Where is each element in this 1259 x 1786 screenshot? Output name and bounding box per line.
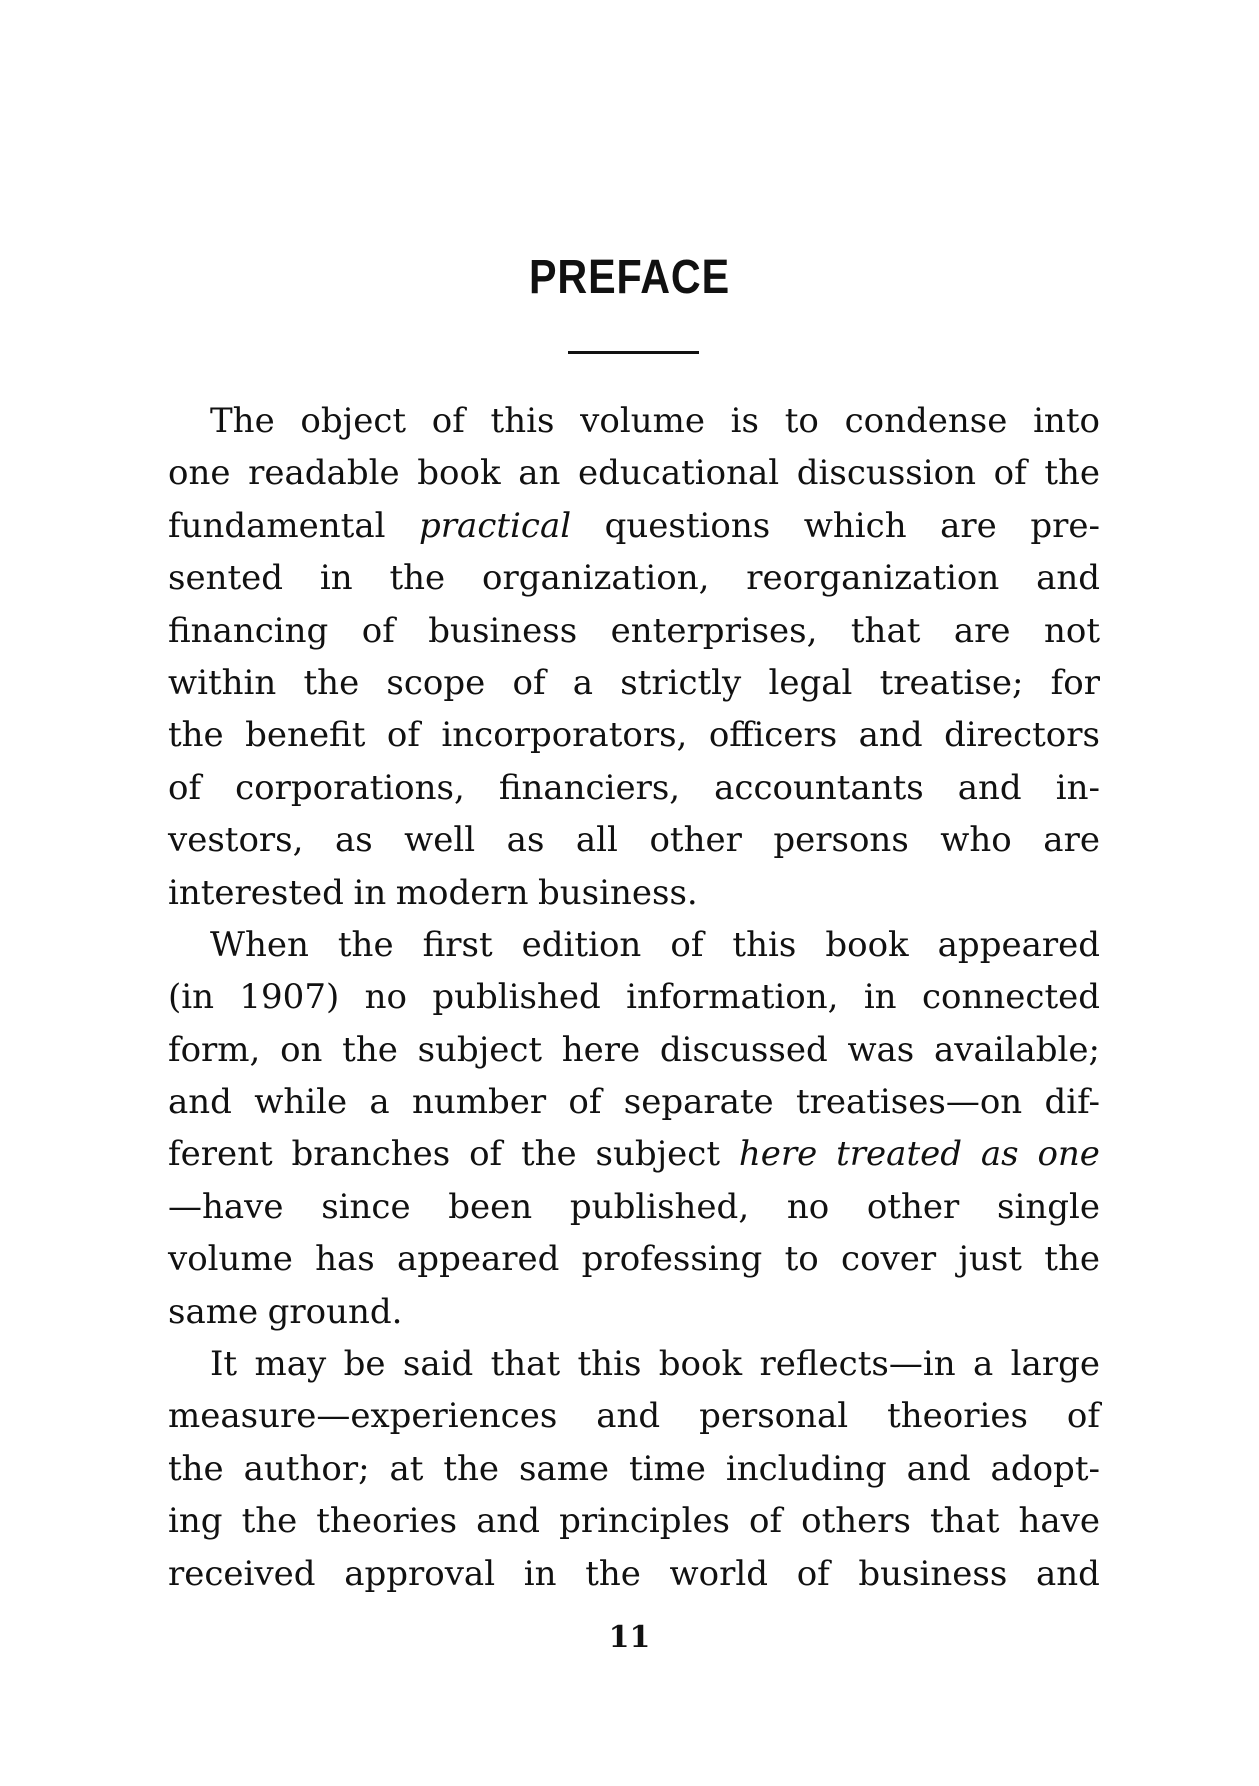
word: author; [243,1448,370,1489]
word: which [803,505,907,546]
text-line [168,867,1100,919]
word: as [980,1134,1019,1175]
word: educational [578,453,780,494]
text-line [168,919,1100,971]
word: scope [386,662,486,703]
word: personal [699,1396,849,1437]
word: and [858,715,923,756]
word: the [1044,1239,1100,1280]
word: in [353,872,387,913]
word: is [730,401,759,441]
word: subject [595,1134,721,1175]
page-number: 11 [608,1620,651,1655]
word: has [315,1239,375,1280]
word: first [422,924,493,965]
word: directors [944,715,1100,756]
word: When [210,924,309,965]
word: at [389,1448,424,1489]
word: condense [844,401,1008,441]
word: financing [168,610,329,651]
word: including [725,1448,887,1489]
word: world [669,1553,769,1594]
word: separate [623,1082,774,1123]
word: as [506,820,545,861]
word: and [1036,1553,1100,1594]
word: fundamental [168,505,386,546]
word: of [670,924,704,965]
word: discussed [659,1029,828,1070]
word: measure—experiences [168,1396,558,1437]
word: all [575,820,618,861]
word: incorporators, [441,715,688,756]
text-line [168,1024,1100,1076]
word: and [906,1448,971,1489]
word: a [572,662,594,703]
word: while [254,1082,348,1123]
word: same [168,1291,259,1332]
word: a [369,1082,390,1123]
word: in- [1055,767,1100,808]
word: other [866,1186,960,1227]
page-title: PREFACE [529,251,730,304]
text-line [168,447,1100,499]
text-line [168,1076,1100,1128]
word: adopt- [990,1448,1100,1489]
word: pre- [1030,505,1100,546]
word: one [1037,1134,1100,1175]
word: modern [395,872,529,913]
word: volume [580,401,705,441]
word: persons [773,820,909,861]
word: just [958,1239,1022,1280]
word: benefit [245,715,366,756]
text-line [168,1128,1100,1180]
word: book [825,924,909,965]
word: this [577,1344,642,1385]
text-line [168,1338,1100,1390]
word: accountants [714,767,924,808]
word: a [973,1344,994,1385]
text-line [168,605,1100,657]
word: received [168,1553,316,1594]
word: large [1010,1344,1100,1385]
word: 1907) [239,977,340,1018]
word: of [796,1553,830,1594]
word: who [940,820,1012,861]
text-line [168,500,1100,552]
text-line [168,1286,1100,1338]
word: strictly [620,662,742,703]
word: the [342,1029,398,1070]
word: the [168,715,224,756]
word: for [1050,662,1100,703]
title-rule [568,351,699,354]
word: treatises—on [795,1082,1023,1123]
word: are [953,610,1011,651]
word: readable [248,453,400,494]
word: of [568,1082,602,1123]
word: the [585,1553,641,1594]
word: this [490,401,555,441]
word: business [858,1553,1008,1594]
word: that [490,1344,561,1385]
word: into [1033,401,1100,441]
word: that [929,1501,1000,1542]
word: professing [581,1239,763,1280]
word: this [732,924,797,965]
word: business. [538,872,698,913]
word: appeared [397,1239,560,1280]
word: approval [344,1553,496,1594]
word: It [210,1344,238,1385]
word: of [168,767,202,808]
word: ferent [168,1134,273,1175]
word: the [337,924,394,965]
word: be [343,1344,386,1385]
word: branches [291,1134,451,1175]
word: in [863,977,897,1018]
word: that [850,610,921,651]
word: book [417,453,501,494]
word: reflects—in [759,1344,956,1385]
word: legal [768,662,853,703]
word: the [389,558,446,599]
word: discussion [796,453,976,494]
word: object [300,401,407,441]
word: to [784,401,819,441]
word: enterprises, [610,610,818,651]
word: no [364,977,407,1018]
word: treated [836,1134,962,1175]
word: since [321,1186,411,1227]
word: vestors, [168,820,304,861]
word: well [404,820,476,861]
word: edition [521,924,642,965]
word: of [749,1501,783,1542]
word: the [241,1501,298,1542]
word: The [210,401,275,441]
word: officers [708,715,838,756]
word: said [402,1344,474,1385]
word: available; [933,1029,1100,1070]
preface-body [168,395,1100,1600]
word: the [443,1448,500,1489]
word: may [254,1344,327,1385]
word: in [523,1553,557,1594]
word: and [168,1082,232,1123]
word: and [476,1501,541,1542]
text-line [168,657,1100,709]
word: as [334,820,373,861]
word: sented [168,558,284,599]
word: and [1036,558,1100,599]
word: —have [168,1186,284,1227]
word: ground. [267,1291,403,1332]
word: of [993,453,1027,494]
word: of [431,401,465,441]
word: appeared [937,924,1100,965]
text-line [168,395,1100,447]
text-line [168,1233,1100,1285]
word: treatise; [879,662,1024,703]
word: reorganization [746,558,1000,599]
text-line [168,552,1100,604]
text-line [168,1390,1100,1442]
word: same [518,1448,610,1489]
word: connected [921,977,1100,1018]
word: of [386,715,420,756]
word: the [303,662,360,703]
word: ing [168,1501,223,1542]
word: theories [887,1396,1028,1437]
word: subject [417,1029,543,1070]
word: dif- [1044,1082,1100,1123]
text-line [168,762,1100,814]
word: corporations, [235,767,465,808]
word: no [786,1186,830,1227]
word: principles [559,1501,731,1542]
word: was [847,1029,915,1070]
word: other [649,820,742,861]
word: been [448,1186,533,1227]
text-line [168,1548,1100,1600]
word: of [361,610,395,651]
word: the [168,1448,224,1489]
word: time [629,1448,706,1489]
word: (in [168,977,215,1018]
word: in [319,558,353,599]
word: number [411,1082,547,1123]
word: business [428,610,578,651]
word: others [801,1501,911,1542]
word: one [168,453,231,494]
word: the [1044,453,1100,494]
word: an [518,453,561,494]
word: questions [604,505,771,546]
word: book [658,1344,743,1385]
word: and [957,767,1022,808]
word: of [512,662,546,703]
text-line [168,1495,1100,1547]
word: practical [419,505,572,546]
word: the [520,1134,577,1175]
word: single [997,1186,1100,1227]
word: here [561,1029,641,1070]
word: published, [569,1186,750,1227]
word: information, [626,977,839,1018]
word: not [1043,610,1100,651]
word: on [280,1029,323,1070]
text-line [168,814,1100,866]
word: published [432,977,601,1018]
word: financiers, [498,767,681,808]
word: interested [168,872,344,913]
text-line [168,1443,1100,1495]
word: are [940,505,997,546]
word: are [1043,820,1100,861]
text-line [168,1181,1100,1233]
word: of [469,1134,503,1175]
word: to [784,1239,819,1280]
word: volume [168,1239,293,1280]
text-line [168,709,1100,761]
word: cover [841,1239,937,1280]
word: and [596,1396,661,1437]
word: form, [168,1029,261,1070]
text-line [168,971,1100,1023]
word: within [168,662,277,703]
word: have [1018,1501,1100,1542]
word: theories [316,1501,458,1542]
word: of [1066,1396,1100,1437]
word: here [738,1134,818,1175]
word: organization, [481,558,710,599]
